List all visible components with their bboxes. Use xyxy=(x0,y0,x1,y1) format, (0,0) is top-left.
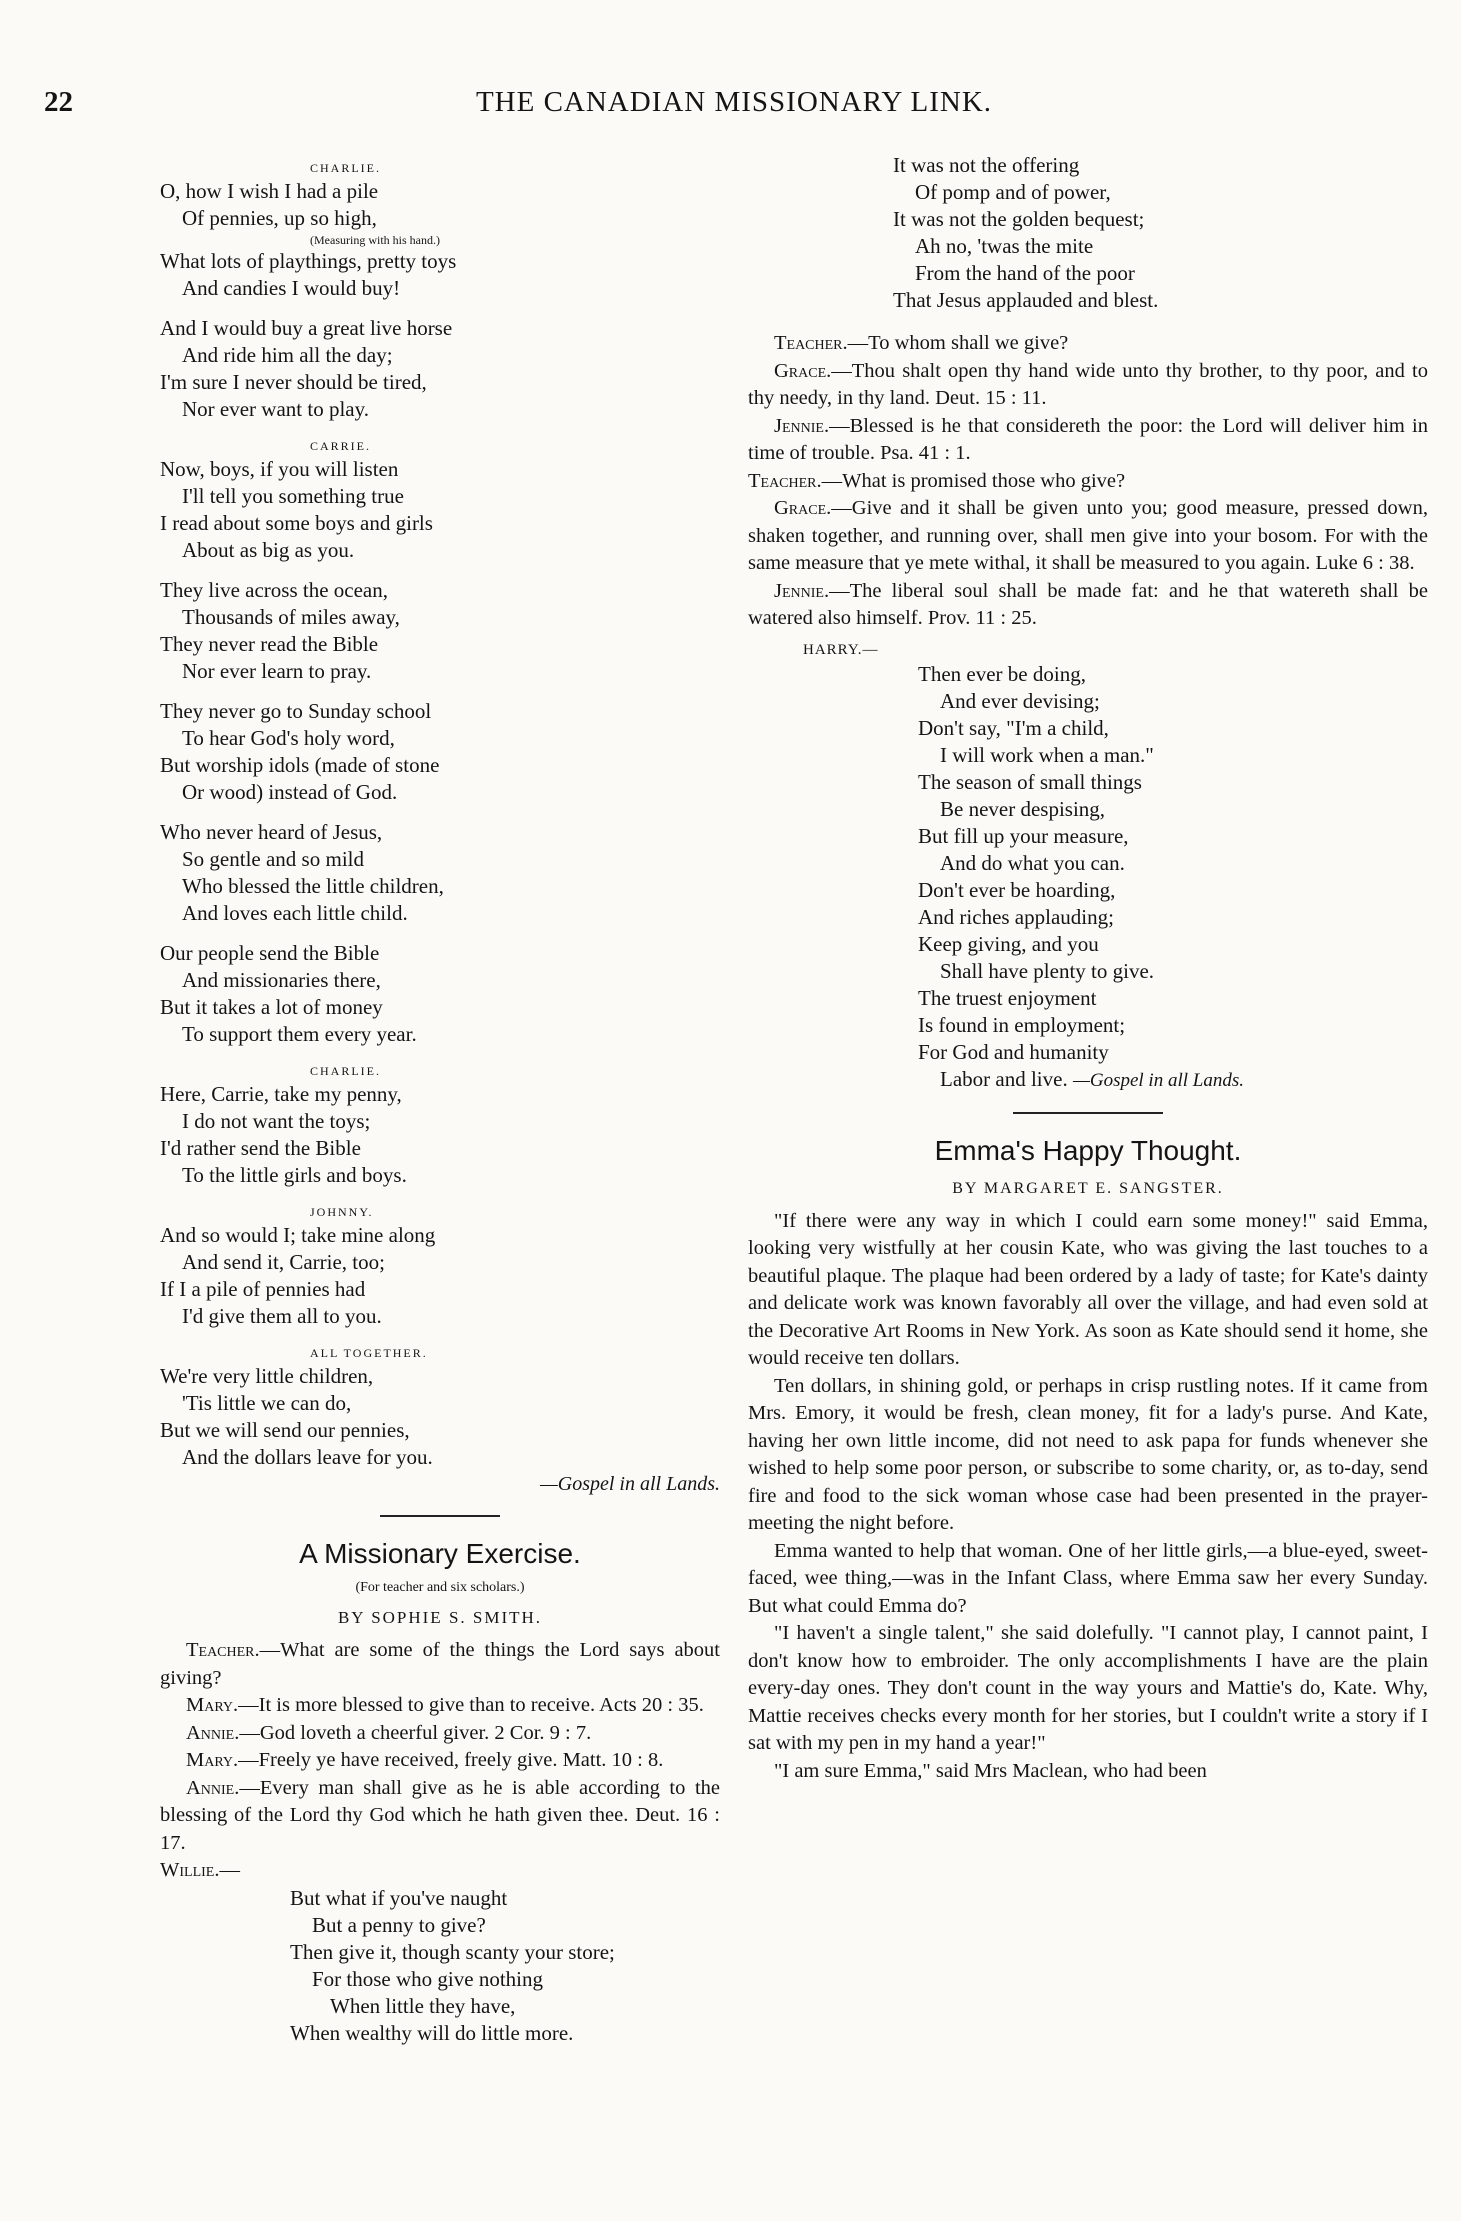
speaker-name: Annie. xyxy=(186,1721,240,1744)
story-paragraph: "I am sure Emma," said Mrs Maclean, who had been xyxy=(774,1759,1207,1782)
dialogue-text: —It is more blessed to give than to receive. Acts 20 : 35. xyxy=(238,1694,704,1716)
section-divider xyxy=(1013,1112,1163,1114)
verse-line: We're very little children, xyxy=(160,1364,374,1388)
verse-line: Our people send the Bible xyxy=(160,941,380,965)
verse-line: Thousands of miles away, xyxy=(182,605,400,629)
page-number: 22 xyxy=(44,86,73,118)
willie-poem xyxy=(160,1885,720,2047)
verse-line: It was not the offering xyxy=(893,153,1080,177)
verse-line: What lots of playthings, pretty toys xyxy=(160,249,457,273)
speaker-name: Grace. xyxy=(774,497,832,519)
dialogue-paragraph xyxy=(748,413,1428,468)
dialogue-paragraph xyxy=(748,358,1428,413)
verse-line: From the hand of the poor xyxy=(915,261,1135,285)
verse-line: But fill up your measure, xyxy=(918,823,1129,848)
verse-line: And do what you can. xyxy=(940,850,1125,875)
stanza xyxy=(160,940,720,1048)
speaker-name: Jennie. xyxy=(774,579,830,602)
stage-direction: (Measuring with his hand.) xyxy=(310,233,440,247)
verse-line: Then give it, though scanty your store; xyxy=(290,1939,615,1964)
verse-line: And ever devising; xyxy=(940,688,1100,713)
speaker-name: Teacher. xyxy=(186,1639,260,1661)
verse-line: Of pennies, up so high, xyxy=(182,206,377,230)
stanza xyxy=(160,1222,720,1330)
speaker-all-together: ALL TOGETHER. xyxy=(310,1346,428,1360)
dialogue-paragraph xyxy=(748,468,1428,496)
verse-line: And candies I would buy! xyxy=(182,276,401,300)
verse-line: If I a pile of pennies had xyxy=(160,1277,366,1301)
verse-line: To support them every year. xyxy=(182,1022,417,1046)
verse-line: So gentle and so mild xyxy=(182,847,364,871)
right-column xyxy=(748,152,1428,1785)
byline: BY SOPHIE S. SMITH. xyxy=(337,1608,543,1627)
verse-text: Labor and live. xyxy=(940,1066,1068,1091)
verse-line: It was not the golden bequest; xyxy=(893,207,1145,231)
verse-line: To the little girls and boys. xyxy=(182,1163,407,1187)
article-title: A Missionary Exercise. xyxy=(299,1538,581,1569)
stanza xyxy=(160,1081,720,1189)
verse-line: O, how I wish I had a pile xyxy=(160,179,379,203)
verse-line: They never go to Sunday school xyxy=(160,699,432,723)
verse-line: About as big as you. xyxy=(182,538,355,562)
stanza xyxy=(160,178,720,302)
dialogue-text: —Give and it shall be given unto you; good measure, pressed down, shaken together, and running over, shall men give into your bosom. For with the same measure that ye mete withal, it shall be measured to you again. Luke 6 : 38. xyxy=(748,497,1428,574)
stanza xyxy=(160,698,720,806)
verse-line: But we will send our pennies, xyxy=(160,1418,410,1442)
stanza xyxy=(160,1363,720,1471)
verse-line: To hear God's holy word, xyxy=(182,726,395,750)
dialogue-text: —Every man shall give as he is able according to the blessing of the Lord thy God which he hath given thee. Deut. 16 : 17. xyxy=(160,1776,720,1854)
verse-line: The season of small things xyxy=(918,769,1142,794)
speaker-name: Teacher. xyxy=(774,332,848,354)
story-paragraph: Ten dollars, in shining gold, or perhaps in crisp rustling notes. If it came from Mrs. Emory, it would be fresh, clean money, fit for a lady's purse. And Kate, having her own little income, did not need to ask papa for funds whenever she wished to help some poor person, or subscribe to some charity, or, as to-day, send fire and food to the sick woman whose case had been presented in the prayer-meeting the night before. xyxy=(748,1374,1428,1534)
dialogue-text: —Blessed is he that considereth the poor: the Lord will deliver him in time of trouble. Psa. 41 : 1. xyxy=(748,414,1428,464)
verse-line: Ah no, 'twas the mite xyxy=(915,234,1094,258)
verse-line: Nor ever want to play. xyxy=(182,397,369,421)
stanza xyxy=(160,819,720,927)
dialogue-paragraph xyxy=(160,1775,720,1858)
dialogue-text: —The liberal soul shall be made fat: and he that watereth shall be watered also himself. Prov. 11 : 25. xyxy=(748,579,1428,629)
section-divider xyxy=(380,1515,500,1517)
attribution: —Gospel in all Lands. xyxy=(539,1473,720,1495)
verse-line: They live across the ocean, xyxy=(160,578,388,602)
verse-line: I'll tell you something true xyxy=(182,484,404,508)
harry-poem xyxy=(748,661,1428,1094)
dialogue-paragraph xyxy=(160,1637,720,1692)
speaker-name: Mary. xyxy=(186,1694,239,1716)
verse-line: And loves each little child. xyxy=(182,901,408,925)
story-paragraph: "If there were any way in which I could earn some money!" said Emma, looking very wistfully at her cousin Kate, who was giving the last touches to a beautiful plaque. The plaque had been ordered by a lady of taste; for Kate's dainty and delicate work was known favorably all over the village, and had even sold at the Decorative Art Rooms in New York. As soon as Kate should send it home, she would receive ten dollars. xyxy=(748,1209,1428,1369)
speaker-name: Jennie. xyxy=(774,414,830,437)
verse-line: But worship idols (made of stone xyxy=(160,753,440,777)
attribution: —Gospel in all Lands. xyxy=(1072,1069,1244,1091)
dialogue-paragraph xyxy=(748,578,1428,633)
speaker-johnny: JOHNNY. xyxy=(310,1205,374,1219)
publication-title: THE CANADIAN MISSIONARY LINK. xyxy=(475,86,993,118)
verse-line: Who never heard of Jesus, xyxy=(160,820,383,844)
stanza xyxy=(160,577,720,685)
verse-line: Be never despising, xyxy=(940,796,1106,821)
verse-line: When little they have, xyxy=(330,1993,516,2018)
article-subtitle: (For teacher and six scholars.) xyxy=(355,1580,525,1595)
dialogue-paragraph xyxy=(160,1720,720,1748)
verse-line: I'm sure I never should be tired, xyxy=(160,370,427,394)
dialogue-text: —What is promised those who give? xyxy=(821,469,1126,492)
dialogue-paragraph xyxy=(160,1692,720,1720)
verse-line: And ride him all the day; xyxy=(182,343,393,367)
verse-line: I read about some boys and girls xyxy=(160,511,433,535)
verse-line: Don't say, "I'm a child, xyxy=(918,715,1109,740)
verse-line: Or wood) instead of God. xyxy=(182,780,398,804)
verse-line: Shall have plenty to give. xyxy=(940,958,1155,983)
verse-line: Is found in employment; xyxy=(918,1012,1126,1037)
verse-line: Nor ever learn to pray. xyxy=(182,659,372,683)
verse-line: The truest enjoyment xyxy=(918,985,1097,1010)
verse-line: Who blessed the little children, xyxy=(182,874,444,898)
verse-line: I'd give them all to you. xyxy=(182,1304,382,1328)
verse-line: But what if you've naught xyxy=(290,1885,508,1910)
verse-line: And I would buy a great live horse xyxy=(160,316,453,340)
verse-line: But it takes a lot of money xyxy=(160,995,383,1019)
stanza xyxy=(160,456,720,564)
speaker-name: Grace. xyxy=(774,359,832,382)
speaker-charlie: CHARLIE. xyxy=(310,161,381,175)
verse-line: For God and humanity xyxy=(918,1039,1109,1064)
verse-line: Don't ever be hoarding, xyxy=(918,877,1116,902)
verse-line: And send it, Carrie, too; xyxy=(182,1250,385,1274)
page-header xyxy=(44,86,1424,126)
dialogue-text: —God loveth a cheerful giver. 2 Cor. 9 : 7. xyxy=(239,1721,592,1744)
verse-line: Keep giving, and you xyxy=(918,931,1099,956)
verse-line: And riches applauding; xyxy=(918,904,1114,929)
speaker-carrie: CARRIE. xyxy=(310,439,372,453)
dialogue-paragraph xyxy=(160,1747,720,1775)
left-column xyxy=(160,152,720,2047)
verse-line: I do not want the toys; xyxy=(182,1109,371,1133)
verse-line: When wealthy will do little more. xyxy=(290,2020,574,2045)
verse-line: Now, boys, if you will listen xyxy=(160,457,399,481)
verse-line: For those who give nothing xyxy=(312,1966,543,1991)
speaker-willie: Willie.— xyxy=(160,1859,240,1881)
verse-line: That Jesus applauded and blest. xyxy=(893,288,1159,312)
byline: BY MARGARET E. SANGSTER. xyxy=(952,1179,1224,1197)
verse-line: Of pomp and of power, xyxy=(915,180,1111,204)
verse-line: Then ever be doing, xyxy=(918,661,1086,686)
dialogue-text: —To whom shall we give? xyxy=(847,332,1069,354)
verse-line: But a penny to give? xyxy=(312,1912,486,1937)
verse-line: 'Tis little we can do, xyxy=(182,1391,352,1415)
verse-line: They never read the Bible xyxy=(160,632,379,656)
dialogue-text: —Freely ye have received, freely give. Matt. 10 : 8. xyxy=(238,1749,664,1771)
speaker-name: Mary. xyxy=(186,1749,239,1771)
article-title: Emma's Happy Thought. xyxy=(934,1134,1242,1166)
verse-line: And missionaries there, xyxy=(182,968,381,992)
speaker-charlie: CHARLIE. xyxy=(310,1064,381,1078)
verse-line: And so would I; take mine along xyxy=(160,1223,436,1247)
poem-continued xyxy=(748,152,1428,314)
verse-line: I will work when a man." xyxy=(940,742,1154,767)
story-paragraph: Emma wanted to help that woman. One of her little girls,—a blue-eyed, sweet-faced, wee thing,—was in the Infant Class, where Emma saw her every Sunday. But what could Emma do? xyxy=(748,1539,1428,1617)
verse-line: I'd rather send the Bible xyxy=(160,1136,361,1160)
speaker-name: Teacher. xyxy=(748,469,822,492)
dialogue-text: —What are some of the things the Lord says about giving? xyxy=(160,1639,720,1689)
verse-line xyxy=(918,1066,1428,1094)
stanza xyxy=(160,315,720,423)
dialogue-paragraph xyxy=(748,330,1428,358)
speaker-name: Annie. xyxy=(186,1776,240,1799)
verse-line: And the dollars leave for you. xyxy=(182,1445,433,1469)
dialogue-paragraph xyxy=(748,495,1428,578)
dialogue-text: —Thou shalt open thy hand wide unto thy brother, to thy poor, and to thy needy, in thy land. Deut. 15 : 11. xyxy=(748,359,1428,409)
speaker-harry: HARRY.— xyxy=(803,641,879,658)
story-paragraph: "I haven't a single talent," she said dolefully. "I cannot play, I cannot paint, I don't know how to embroider. The only accomplishments I have are the plain every-day ones. They don't count in the way yours and Mattie's do, Kate. Why, Mattie receives checks every month for her stories, but I couldn't write a story if I sat with my pen in my hand a year!" xyxy=(748,1622,1428,1754)
verse-line: Here, Carrie, take my penny, xyxy=(160,1082,402,1106)
